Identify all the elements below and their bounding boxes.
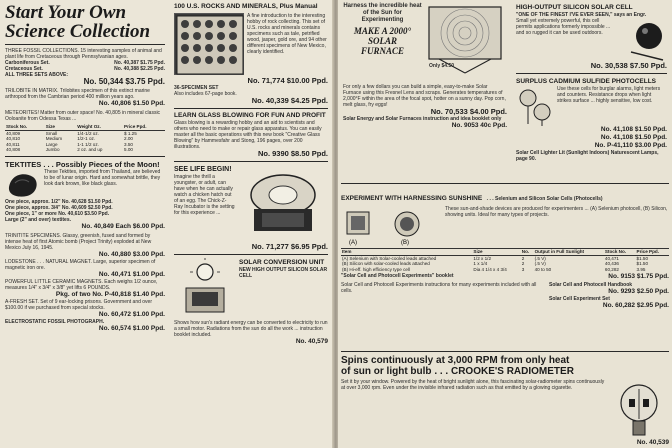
- experiment-note-row: [341, 273, 669, 281]
- left-column-1: [2, 0, 168, 448]
- rocks-text: A fine introduction to the interesting hobby of rock collecting. This set of U.S. rocks and minerals contains specimens such as tale, petrified wood, jasper, gold ore, and 94 other different specimens of New Mexico, clearly identified.: [247, 13, 327, 55]
- tektites-text: These Tektites, imported from Thailand, are believed to be of lunar origin. Hard and somewhat brittle, they look dark brown, like black glass.: [44, 168, 161, 187]
- solar-unit-text: Shows how sun's radiant energy can be converted to electricity to run a small motor. Radiations from the sun do all the work ... instruction booklet included.: [174, 320, 328, 338]
- table-cell: (.5 V): [534, 255, 546, 261]
- tektite-price-1: One piece, approx. 1/2" No. 40,628 $1.50 Ppd.: [5, 198, 113, 205]
- table-header: Weight Oz.: [76, 124, 123, 130]
- cds-block: [516, 86, 667, 126]
- table-cell: 1 x 1/4: [473, 261, 488, 267]
- cell-sphere-icon: [619, 18, 667, 62]
- lodestone-text: LODESTONE . . . NATURAL MAGNET. Large, superior specimen of magnetic iron ore.: [5, 258, 156, 271]
- table-cell: 2 oz. and up: [77, 147, 103, 153]
- table-header: Output in Full Sunlight: [534, 249, 604, 256]
- silicon-cell-heading: HIGH-OUTPUT SILICON SOLAR CELL: [516, 4, 633, 11]
- experiment-heading: EXPERIMENT WITH HARNESSING SUNSHINE: [341, 195, 483, 202]
- table-cell: Small: [45, 130, 58, 136]
- table-header: Size: [45, 124, 76, 130]
- experiment-text: These sun-and-shade devices are produced for experimenters ... (A) Selenium photocell, (B) Silicon, showing units. Ideal for many types of projects.: [445, 206, 668, 218]
- fossil-collections-text: THREE FOSSIL COLLECTIONS. 15 interesting samples of animal and plant life from Cretaceous through Pennsylvanian ages.: [5, 48, 162, 60]
- table-cell: (.5 V): [534, 261, 546, 267]
- silicon-cell-sub: "ONE OF THE FINEST I'VE EVER SEEN," says an Engr.: [516, 12, 647, 18]
- experiment-heading-row: [341, 187, 669, 205]
- table-cell: 40,809: [6, 130, 21, 136]
- cds-heading: SURPLUS CADMIUM SULFIDE PHOTOCELLS: [516, 78, 656, 85]
- glass-price: No. 9390 $8.50 Ppd.: [257, 149, 328, 158]
- table-cell: $1.50: [636, 255, 649, 261]
- furnace-heading-2: SOLAR: [367, 36, 397, 46]
- table-cell: 1/2 x 1/2: [473, 255, 491, 261]
- silicon-cell-photo: [619, 18, 667, 62]
- rocks-heading: 100 U.S. ROCKS AND MINERALS, Plus Manual: [174, 3, 318, 10]
- cretaceous-price: No. 40,388 $2.25 Ppd.: [114, 66, 165, 72]
- furnace-heading-3: FURNACE: [360, 46, 404, 56]
- cds-price-1: No. 41,108 $1.50 Ppd.: [600, 126, 667, 133]
- see-life-heading: SEE LIFE BEGIN!: [174, 166, 232, 173]
- experiment-note-price: No. 9153 $1.75 Ppd.: [608, 273, 669, 281]
- cds-text: Use these cells for burglar alarms, light meters and counters. Resistance drops when light strikes surface ... highly sensitive, low cost.: [557, 86, 661, 104]
- table-header: No.: [521, 249, 534, 256]
- electro-text: ELECTROSTATIC FOSSIL PHOTOGRAPH.: [5, 318, 105, 325]
- meteorites-text: METEORITES! Matter from outer space! No. 40,805 in mineral classic Ooloanite from Odessa Texas ...: [5, 110, 161, 122]
- table-cell: 2: [521, 255, 525, 261]
- silicon-cell-price: No. 30,538 $7.50 Ppd.: [590, 61, 667, 70]
- right-page: [338, 0, 672, 448]
- rocks-price: No. 71,774 $10.00 Ppd.: [247, 76, 328, 85]
- divider: [341, 183, 669, 184]
- furnace-price: No. 70,533 $4.00 Ppd.: [430, 107, 507, 116]
- radiometer-price: No. 40,539: [636, 439, 669, 446]
- table-cell: Jumbo: [45, 147, 60, 153]
- label-a: (A): [349, 240, 357, 246]
- solar-unit-photo: [174, 258, 236, 320]
- solar-unit-price: No. 40,579: [295, 338, 328, 345]
- table-cell: 40,436: [604, 261, 619, 267]
- table-row: [5, 147, 165, 153]
- large-tektite-label: Large (2" and over) textites.: [5, 216, 72, 223]
- table-header: Price Ppd.: [636, 249, 669, 256]
- experiment-note: "Solar Cell and Photocell Experiments" booklet: [341, 273, 454, 280]
- lodestone-price: No. 40,471 $1.00 Ppd.: [98, 270, 165, 278]
- handbook-col: [549, 282, 669, 310]
- carboniferous-label: Carboniferous Set.: [5, 60, 50, 66]
- silicon-cell-block: [516, 18, 667, 62]
- table-cell: 3: [521, 266, 525, 272]
- silicon-cell-text: Small yet extremely powerful, this cell permits applications formerly impossible ... and so rugged it can be used outdoors.: [516, 18, 611, 36]
- specimen-36-note: Also includes 67-page book.: [174, 91, 237, 97]
- table-cell: (B) Hi-eff. high efficiency type cell: [342, 266, 410, 272]
- title-line-1: Start Your Own: [5, 2, 127, 23]
- electro-price: No. 60,574 $1.00 Ppd.: [98, 324, 165, 332]
- table-header: Stock No.: [604, 249, 636, 256]
- table-cell: 40,811: [6, 141, 20, 147]
- left-page: [0, 0, 334, 448]
- photocell-icon: [516, 86, 554, 126]
- glass-heading: LEARN GLASS BLOWING FOR FUN AND PROFIT: [174, 112, 326, 119]
- divider: [5, 44, 165, 45]
- handbook-price: No. 9293 $2.50 Ppd.: [608, 288, 669, 296]
- trinitite-text: TRINITITE SPECIMENS. Glassy, greenish, fused sand formed by intense heat of first Atomic bomb (Project Trinity) exploded at New Mexico July 16, 1945.: [5, 232, 152, 251]
- title-line-2: Science Collection: [5, 21, 151, 42]
- mineral-tray-icon: [175, 14, 245, 76]
- radiometer-block: [341, 379, 669, 439]
- table-header-row: [341, 249, 669, 256]
- table-cell: 5.00: [124, 147, 133, 153]
- experiment-extra: Solar Cell and Photocell Experiments instructions for many experiments included with all cells.: [341, 282, 537, 295]
- handbook-more: Solar Cell Experiment Set: [549, 296, 610, 303]
- table-cell: Dia 4 1/4 x 4 3/4: [473, 266, 507, 272]
- handbook-more-price: No. 60,282 $2.95 Ppd.: [602, 302, 669, 310]
- experiment-sub: . . . Selenium and Silicon Solar Cells (Photocells): [486, 196, 603, 202]
- magnets-price: Pkg. of two No. P-40,818 $1.40 Ppd.: [55, 290, 165, 298]
- glass-text: Glass blowing is a rewarding hobby and an aid to scientists and others who need to make or repair glass apparatus. You can easily master all the basic operations with this new book "Creative Glass Blowing" by Hammesfahr and Stong, 196 pages, over 200 illustrations.: [174, 120, 322, 150]
- table-cell: Large: [45, 141, 58, 147]
- table-cell: 3.50: [124, 141, 133, 147]
- solar-motor-icon: [174, 258, 236, 320]
- selenium-cells-icon: [341, 206, 441, 246]
- all-three-label: ALL THREE SETS ABOVE:: [5, 72, 69, 78]
- table-cell: $1.50: [636, 261, 649, 267]
- table-cell: (A) Selenium with Solar-cooled leads attached: [342, 255, 437, 261]
- table-cell: $ 1.25: [124, 130, 137, 136]
- experiment-section: [341, 180, 669, 310]
- furnace-caption: Harness the incredible heat of the Sun for Experimenting: [343, 3, 422, 23]
- tektite-price-3: One piece, 1" or more No. 40,610 $3.50 Ppd.: [5, 210, 110, 217]
- fresh-set-text: A-FRESH SET. Set of 9 ear-locking prisons. Government and over $100.00 if we purchased from special stocks.: [5, 298, 153, 311]
- tektites-heading: TEKTITES . . . Possibly Pieces of the Moon!: [5, 159, 160, 169]
- radiometer-photo: [609, 379, 669, 439]
- tektite-price-2: One piece, approx. 3/4" No. 40,609 $2.50 Ppd.: [5, 204, 113, 211]
- table-header: Stock No.: [5, 124, 45, 130]
- rocks-box-photo: [174, 13, 244, 75]
- furnace-note-price: No. 9053 40c Ppd.: [451, 122, 507, 129]
- furnace-only-price: Only $4.50: [429, 63, 455, 69]
- furnace-note: Solar Energy and Solar Furnaces instruction and idea booklet only: [343, 116, 502, 122]
- experiment-photos: [341, 206, 441, 246]
- table-cell: 40,471: [604, 255, 619, 261]
- solar-cell-table: [341, 248, 669, 272]
- divider: [5, 156, 165, 157]
- table-cell: (B) Silicon with solar-cooled leads attached: [342, 261, 430, 267]
- see-life-text: Imagine the thrill a youngster, or adult, can have when he can actually watch a chicken hatch out of an egg. The Chick-Z-Ray Incubator is the setting for this experience ...: [174, 174, 235, 216]
- table-cell: 2.00: [124, 136, 133, 142]
- furnace-heading-col: [343, 3, 422, 82]
- table-header: Price Ppd.: [123, 124, 165, 130]
- cds-photo: [516, 86, 554, 126]
- experiment-block: [341, 206, 669, 246]
- handbook-row: [341, 282, 669, 310]
- cds-price-2: No. 41,108 $1.50 Ppd.: [600, 134, 667, 141]
- divider: [174, 108, 328, 109]
- trilobite-price: No. 40,806 $1.50 Ppd.: [98, 100, 165, 107]
- radiometer-bulb-icon: [609, 379, 669, 439]
- rocks-block: [174, 13, 328, 75]
- radiometer-text: Set it by your window. Powered by the heat of bright sunlight alone, this fascinating solar-radiometer spins continuously at over 3,000 rpm. Even under the invisible infrared radiation such as that emitted by a glowing cigarette.: [341, 379, 605, 391]
- table-cell: 40 to 50: [534, 266, 552, 272]
- table-cell: 1/2-1 oz.: [77, 136, 96, 142]
- radiometer-section: [341, 348, 669, 447]
- table-cell: Medium: [45, 136, 63, 142]
- see-life-price: No. 71,277 $6.95 Ppd.: [251, 242, 328, 251]
- incubator-icon: [238, 165, 328, 243]
- tektite-photo: [5, 169, 41, 199]
- large-tektite-price: No. 40,849 Each $6.00 Ppd.: [81, 222, 165, 230]
- tektites-block: [5, 169, 165, 199]
- table-cell: 60,282: [604, 266, 619, 272]
- table-row: [341, 267, 669, 273]
- magnets-text: POWERFUL LITTLE CERAMIC MAGNETS. Each weighs 1/2 ounce, measures 1/4" x 3/4" x 3/8" yet lifts 6 POUNDS.: [5, 278, 158, 291]
- table-cell: 40,808: [6, 147, 21, 153]
- left-column-2: [171, 0, 331, 448]
- cds-price-3: No. P-41,110 $3.00 Ppd.: [594, 142, 667, 149]
- table-cell: 1-1 1/2 oz.: [77, 141, 99, 147]
- solar-unit-block: [174, 258, 328, 320]
- see-life-block: [174, 165, 328, 243]
- table-cell: 2: [521, 261, 525, 267]
- table-cell: 40,810: [6, 136, 21, 142]
- divider: [516, 73, 667, 74]
- all-three-price: No. 50,344 $3.75 Ppd.: [83, 77, 165, 86]
- cretaceous-label: Cretaceous Set.: [5, 66, 43, 72]
- furnace-block: [343, 3, 507, 82]
- handbook-heading: Solar Cell and Photocell Handbook: [549, 282, 633, 289]
- furnace-photo: [425, 3, 507, 82]
- table-header: Item: [341, 249, 472, 256]
- specimen-36-label: 36-SPECIMEN SET: [174, 85, 219, 91]
- furnace-heading-1: MAKE A 2000°: [353, 26, 412, 36]
- radiometer-heading-1: Spins continuously at 3,000 RPM from only heat: [341, 355, 570, 366]
- tektite-image-icon: [5, 169, 41, 199]
- solar-unit-text-col: [239, 258, 328, 320]
- specimen-36-price: No. 40,339 $4.25 Ppd.: [251, 96, 328, 105]
- divider: [174, 254, 328, 255]
- table-cell: 1/4-1/2 oz.: [77, 130, 99, 136]
- radiometer-heading-2: of sun or light bulb . . . CROOKE'S RADIOMETER: [341, 366, 574, 377]
- solar-unit-heading: SOLAR CONVERSION UNIT: [239, 259, 325, 266]
- trilobite-text: TRILOBITE IN MATRIX. Trilobites specimen of this extinct marine arthropod from the Cambrian period 400 million years ago.: [5, 88, 150, 100]
- see-life-text-col: [174, 165, 235, 243]
- furnace-text: For only a few dollars you can build a simple, easy-to-make Solar Furnace using this Fresnel Lens and scraps. Generates temperatures of 2,000°F within the area of the focal spot, hotter on a sunny day. Pop corn, melt glass, fry eggs!: [343, 84, 506, 108]
- carboniferous-price: No. 40,387 $1.75 Ppd.: [114, 60, 165, 66]
- table-header: Size: [472, 249, 520, 256]
- trinitite-price: No. 40,880 $3.00 Ppd.: [98, 250, 165, 258]
- label-b: (B): [401, 240, 409, 246]
- divider: [174, 161, 328, 162]
- divider: [341, 351, 669, 352]
- cds-note: Solar Cell Lighter Lit (Sunlight Indoors) Naturescent Lamps, page 90.: [516, 150, 659, 162]
- meteorite-price-table: [5, 124, 165, 153]
- solar-unit-sub: NEW HIGH OUTPUT SILICON SOLAR CELL: [239, 267, 328, 279]
- table-cell: 3.95: [636, 266, 646, 272]
- incubator-photo: [238, 165, 328, 243]
- fresh-set-price: No. 60,472 $1.00 Ppd.: [98, 310, 165, 318]
